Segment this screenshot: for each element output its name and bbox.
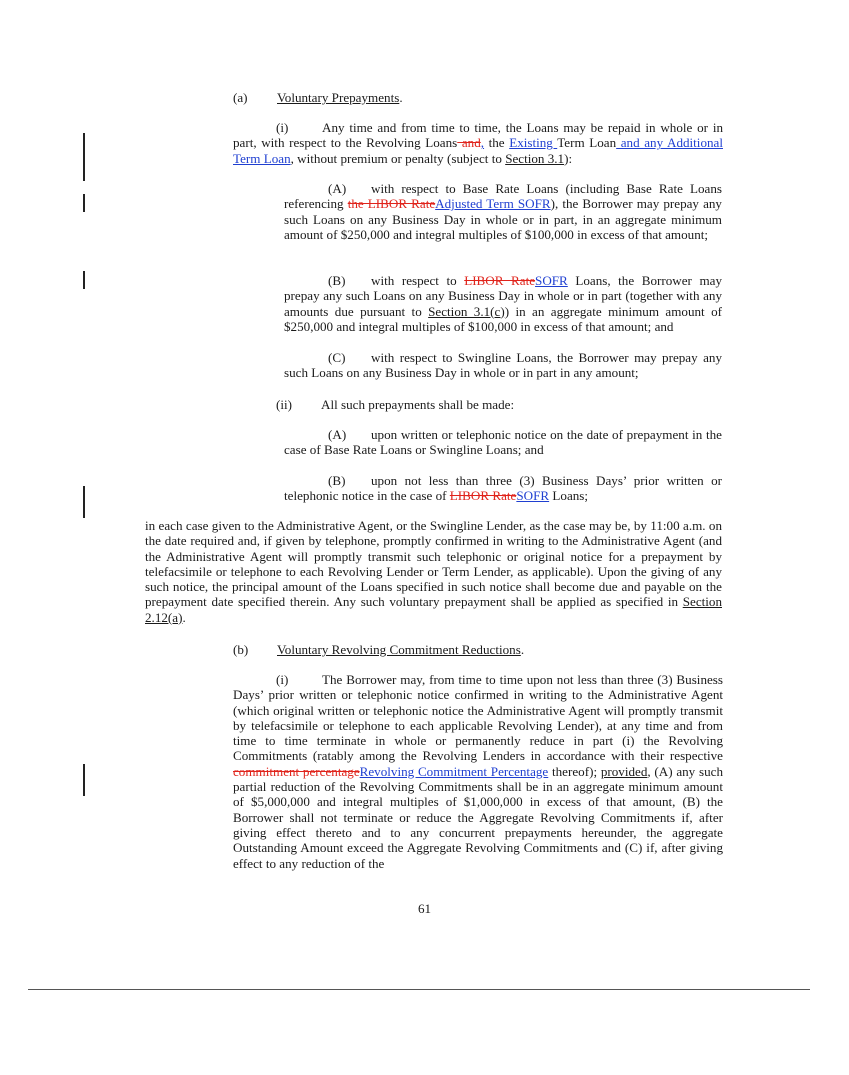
inserted-text: SOFR [516,488,550,504]
clause-b-i [233,672,723,871]
clause-text: upon not less than three (3) Business Days’ prior written or telephonic notice in the case of [284,473,722,504]
change-bar [83,764,85,796]
clause-a-i-B [284,273,722,334]
section-b-title-end: . [520,642,525,657]
clause-text: , without premium or penalty (subject to [290,150,506,166]
deleted-text: LIBOR Rate [464,273,536,288]
clause-number: (B) [328,273,346,288]
section-reference-link[interactable]: Section 3.1 [505,150,565,166]
inserted-text: , [480,135,485,151]
clause-text: Loans, the Borrower may prepay any such Loans on any Business Day in whole or in part (together with any amounts due pursuant to [284,273,722,319]
inserted-text: and any Additional Term Loan [233,135,723,166]
clause-text: Loans; [549,488,589,504]
deleted-text: LIBOR Rate [449,488,517,504]
paragraph-text: in each case given to the Administrative Agent, or the Swingline Lender, as the case may be, by 11:00 a.m. on the date required and, if given by telephone, promptly confirmed in writing to the Administrative Agent (and the Administrative Agent will promptly transmit such telephonic or original notice for a prepayment by telefacsimile or telephone to each Revolving Lender or Term Lender, as applicable). Upon the giving of any such notice, the principal amount of the Loans specified in such notice shall become due and payable on the prepayment date specified therein. Any such voluntary prepayment shall be applied as specified in [145,518,722,610]
change-bar [83,194,85,212]
deleted-text: and [457,135,481,151]
clause-text: , (A) any such partial reduction of the Revolving Commitments shall be in an aggregate minimum amount of $5,000,000 and integral multiples of $1,000,000 in excess of that amount, (B) the Borrower shall not terminate or reduce the Aggregate Revolving Commitments if, after giving effect thereto and to any concurrent prepayments hereunder, the aggregate Outstanding Amount exceed the Aggregate Revolving Commitments and (C) if, after giving effect to any reduction of the [233,763,723,871]
section-b-number: (b) [233,642,249,657]
section-reference-link[interactable]: Section 2.12(a) [145,594,722,625]
clause-number: (i) [276,672,289,687]
clause-text: with respect to Base Rate Loans (including Base Rate Loans referencing [284,181,722,212]
change-bar [83,133,85,181]
clause-text: Term Loan [557,135,617,151]
section-reference-link[interactable]: Section 3.1(c) [428,303,505,319]
clause-number: (A) [328,181,347,196]
inserted-text: Adjusted Term SOFR [435,196,551,212]
inserted-text: Existing [509,135,558,151]
clause-text: All such prepayments shall be made: [321,397,515,412]
prepayment-notice-paragraph [145,518,722,625]
inserted-text: Revolving Commitment Percentage [359,763,549,779]
clause-text: ), the Borrower may prepay any such Loans on any Business Day in whole or in part, in an aggregate minimum amount of $250,000 and integral multiples of $100,000 in excess of that amount; [284,196,722,242]
clause-a-ii-A [284,427,722,458]
page-number: 61 [417,901,432,916]
clause-number: (A) [328,427,347,442]
deleted-text: commitment percentage [233,763,360,779]
clause-a-i-C [284,350,722,381]
change-bar [83,486,85,518]
inserted-text: SOFR [535,273,568,288]
footer-divider [28,989,810,990]
clause-a-ii-B [284,473,722,504]
clause-number: (C) [328,350,346,365]
clause-text: ): [564,150,573,166]
clause-a-i-A [284,181,722,242]
section-a-title: Voluntary Prepayments [277,90,400,105]
clause-a-ii [276,397,722,412]
clause-text: with respect to [371,273,465,288]
section-a-title-end: . [399,90,403,105]
provided-term: provided [600,763,648,779]
clause-text: Any time and from time to time, the Loans may be repaid in whole or in part, with respect to the Revolving Loans [233,120,723,151]
clause-number: (ii) [276,397,292,412]
section-a-number: (a) [233,90,248,105]
section-b-heading [233,642,723,657]
deleted-text: the LIBOR Rate [347,196,436,212]
clause-number: (B) [328,473,346,488]
section-a-heading [233,90,723,105]
clause-a-i [233,120,723,166]
clause-a-i-number: (i) [276,120,289,135]
clause-text: The Borrower may, from time to time upon not less than three (3) Business Days’ prior written or telephonic notice confirmed in writing to the Administrative Agent (which original written or telephonic notice the Administrative Agent will promptly transmit by telefacsimile or telephone to each applicable Revolving Lender), at any time and from time to time terminate in whole or permanently reduce in part (i) the Revolving Commitments (ratably among the Revolving Lenders in accordance with their respective [233,672,723,764]
section-b-title: Voluntary Revolving Commitment Reductions [277,642,521,657]
clause-text: the [484,135,510,151]
change-bar [83,271,85,289]
clause-text: with respect to Swingline Loans, the Borrower may prepay any such Loans on any Business Day in whole or in part in any amount; [284,350,722,381]
clause-text: thereof); [548,763,601,779]
clause-text: upon written or telephonic notice on the date of prepayment in the case of Base Rate Loans or Swingline Loans; and [284,427,722,458]
paragraph-text: . [182,609,186,625]
clause-text: ) in an aggregate minimum amount of $250,000 and integral multiples of $100,000 in excess of that amount; and [284,303,722,334]
